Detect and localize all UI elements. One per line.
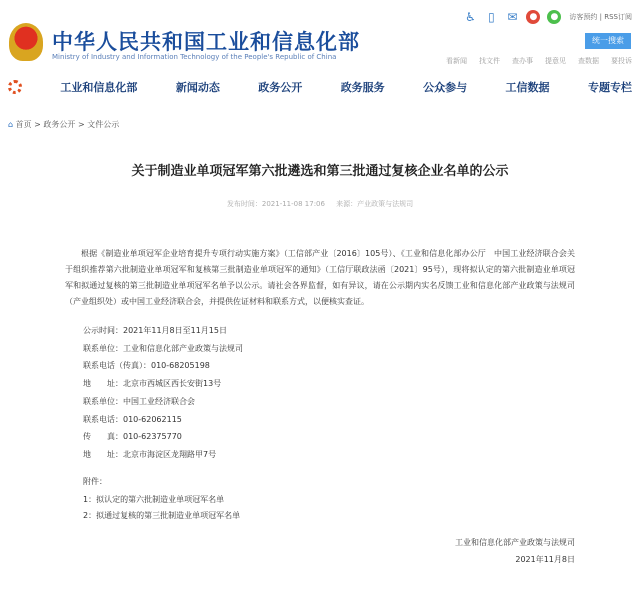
quick-link[interactable]: 提意见 — [545, 57, 566, 65]
home-icon: ⌂ — [8, 120, 14, 129]
nav-item[interactable]: 工业和信息化部 — [60, 81, 138, 94]
weibo-icon[interactable]: ● — [526, 10, 540, 24]
quick-link[interactable]: 看新闻 — [446, 57, 467, 65]
article-paragraph: 根据《制造业单项冠军企业培育提升专项行动实施方案》（工信部产业〔2016〕105号）、《工业和信息化部办公厅 中国工业经济联合会关于组织推荐第六批制造业单项冠军和复核第三批制造业单项冠军的通知》（工信厅联政法函〔2021〕95号），现将拟认定的第六批制造业单项冠军和拟通过复核的第三批制造业单项冠军名单予以公示。请社会各界监督，如有异议，请在公示期内实名反馈工业和信息化部产业政策与法规司（产业组织处）或中国工业经济联合会，并提供佐证材料和联系方式，以便核实查证。 — [65, 249, 575, 306]
attachments — [65, 474, 575, 524]
quick-link[interactable]: 查办事 — [512, 57, 533, 65]
nav-item[interactable]: 公众参与 — [423, 81, 468, 94]
contact-line: 联系电话：010-62062115 — [83, 414, 182, 424]
signature-org: 工业和信息化部产业政策与法规司 — [455, 537, 575, 547]
site-title-en: Ministry of Industry and Information Technology of the People's Republic of China — [52, 53, 337, 61]
rss-link[interactable]: RSS订阅 — [604, 13, 632, 21]
breadcrumb: ⌂ 首页 > 政务公开 > 文件公示 — [8, 120, 120, 129]
search-button[interactable]: 统一搜索 — [585, 33, 631, 49]
nav-item[interactable]: 政务公开 — [258, 81, 303, 94]
mail-icon[interactable]: ✉ — [507, 10, 518, 24]
attachment-link[interactable]: 1：拟认定的第六批制造业单项冠军名单 — [83, 494, 225, 504]
wechat-icon[interactable]: ● — [547, 10, 561, 24]
contact-line: 联系单位：工业和信息化部产业政策与法规司 — [83, 343, 243, 353]
nav-logo-icon — [8, 80, 22, 94]
main-nav — [8, 79, 632, 95]
top-links: 访客预约 | RSS订阅 — [569, 13, 632, 21]
breadcrumb-home[interactable]: 首页 — [15, 120, 32, 129]
contact-line: 联系电话（传真）：010-68205198 — [83, 361, 210, 371]
signature — [65, 534, 575, 568]
contact-line: 联系单位：中国工业经济联合会 — [83, 396, 195, 406]
nav-item[interactable]: 新闻动态 — [175, 81, 220, 94]
visitor-reservation-link[interactable]: 访客预约 — [569, 13, 598, 21]
contact-line: 传 真：010-62375770 — [83, 432, 182, 442]
top-bar — [463, 10, 632, 24]
article-body — [65, 246, 575, 568]
article-source: 来源：产业政策与法规司 — [336, 200, 414, 208]
attachment-link[interactable]: 2：拟通过复核的第三批制造业单项冠军名单 — [83, 510, 241, 520]
nav-item[interactable]: 政务服务 — [340, 81, 385, 94]
nav-item[interactable]: 专题专栏 — [587, 81, 632, 94]
nav-item[interactable]: 工信数据 — [505, 81, 550, 94]
top-icons — [463, 10, 561, 24]
contact-line: 地 址：北京市西城区西长安街13号 — [83, 379, 222, 389]
national-emblem-logo — [9, 23, 43, 61]
signature-date: 2021年11月8日 — [515, 554, 575, 564]
mobile-icon[interactable]: ▯ — [488, 10, 495, 24]
breadcrumb-item[interactable]: 政务公开 — [43, 120, 76, 129]
accessibility-icon[interactable]: ♿ — [465, 10, 476, 24]
quick-link[interactable]: 要投诉 — [611, 57, 632, 65]
article-title: 关于制造业单项冠军第六批遴选和第三批通过复核企业名单的公示 — [131, 164, 509, 179]
site-title: 中华人民共和国工业和信息化部 — [52, 30, 360, 54]
quick-link[interactable]: 找文件 — [479, 57, 500, 65]
quick-link[interactable]: 查数据 — [578, 57, 599, 65]
quick-links — [446, 56, 632, 66]
publish-time: 发布时间：2021-11-08 17:06 — [226, 200, 325, 208]
attachments-label: 附件： — [83, 476, 107, 486]
article-meta — [0, 199, 640, 209]
breadcrumb-item[interactable]: 文件公示 — [87, 120, 120, 129]
contact-line: 地 址：北京市海淀区龙翔路甲7号 — [83, 449, 217, 459]
contact-info — [65, 322, 575, 464]
contact-line: 公示时间：2021年11月8日至11月15日 — [83, 326, 227, 335]
